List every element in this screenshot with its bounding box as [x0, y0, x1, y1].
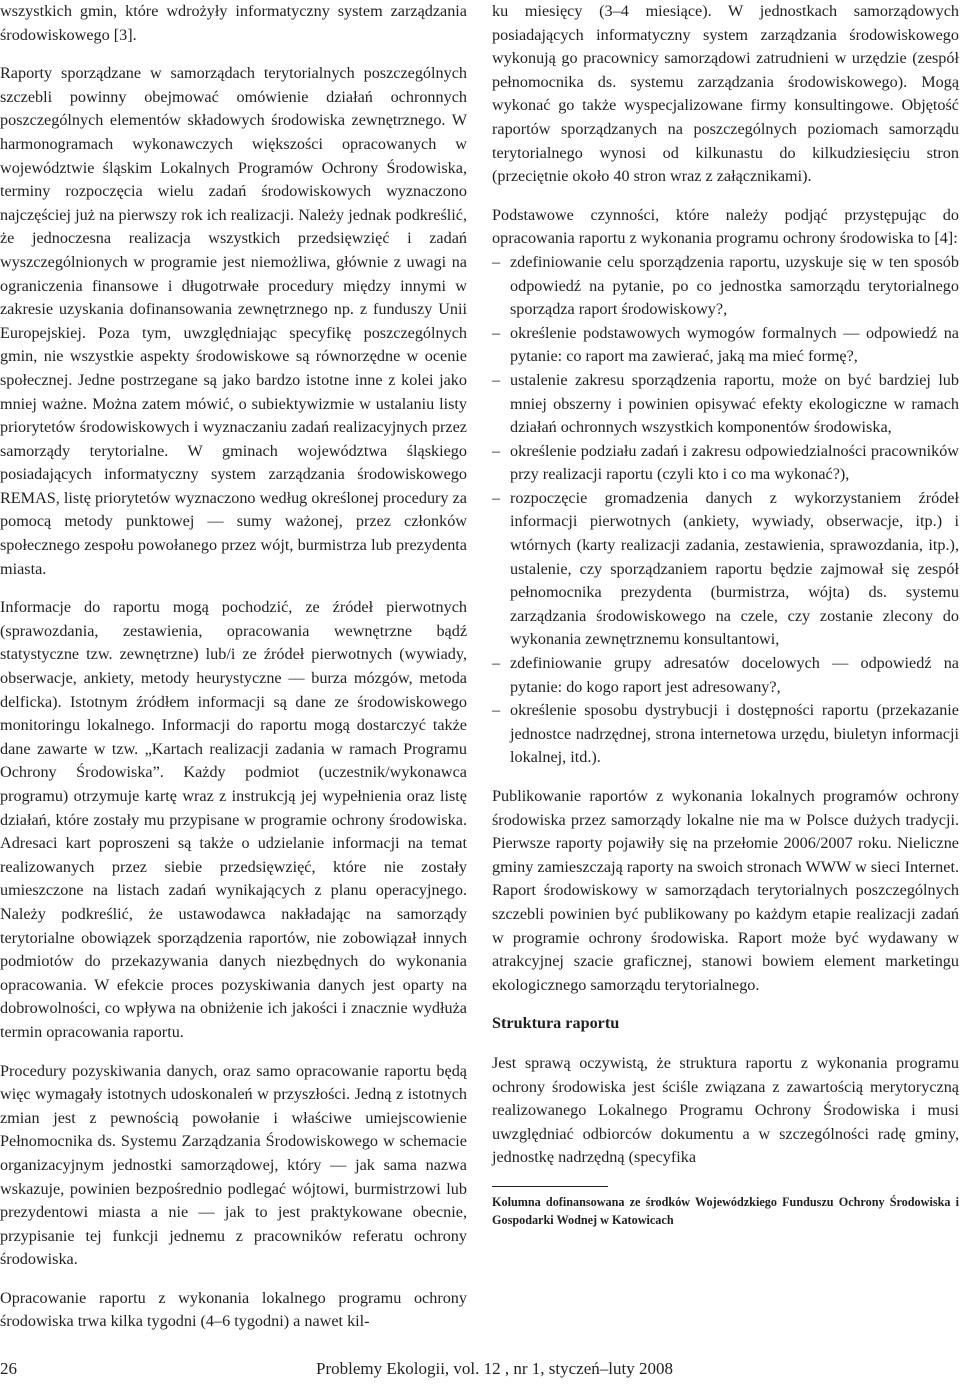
footnote: Kolumna dofinansowana ze środków Wojewódzkiego Funduszu Ochrony Środowiska i Gospodarki Wodnej w Katowicach: [492, 1194, 959, 1227]
paragraph-1: wszystkich gmin, które wdrożyły informatyczny system zarządzania środowiskowego [3].: [0, 2, 467, 44]
task-list: [492, 251, 959, 770]
footnote-divider: [492, 1186, 608, 1187]
paragraph-4: Procedury pozyskiwania danych, oraz samo opracowanie raportu będą więc wymagały istotnych udoskonaleń w przyszłości. Jedną z istotnych zmian jest z pewnością powołanie i właściwe umiejscowienie Pełnomocnika ds. Systemu Zarządzania Środowiskowego w schemacie organizacyjnym jednostki samorządowej, który — jak sama nazwa wskazuje, powinien bezpośrednio podlegać wójtowi, burmistrzowi lub prezydentowi miasta a nie — jak to jest praktykowane obecnie, przypisanie tej funkcji jednemu z pracowników referatu ochrony środowiska.: [0, 1061, 467, 1269]
paragraph-2: Raporty sporządzane w samorządach terytorialnych poszczególnych szczebli powinny obejmować omówienie działań ochronnych poszczególnych elementów składowych środowiska zewnętrznego. W harmonogramach wykonawczych większości opracowanych w województwie śląskim Lokalnych Programów Ochrony Środowiska, terminy rozpoczęcia wielu zadań środowiskowych wyznaczono najczęściej już na pierwszy rok ich realizacji. Należy jednak podkreślić, że jednoczesna realizacja wszystkich przedsięwzięć i zadań wyszczególnionych w programie jest niemożliwa, głównie z uwagi na ograniczenia finansowe i długotrwałe procedury między innymi w zakresie uzyskania dofinansowania zewnętrznego np. z funduszy Unii Europejskiej. Poza tym, uwzględniając specyfikę poszczególnych gmin, nie wszystkie aspekty środowiskowe są równorzędne w ocenie społecznej. Jedne postrzegane są jako bardzo istotne inne z kolei jako mniej ważne. Można zatem mówić, o subiektywizmie w ustalaniu listy priorytetów środowiskowych i wyznaczaniu zadań realizacyjnych przez samorządy terytorialne. W gminach województwa śląskiego posiadających informatyczny system zarządzania środowiskowego REMAS, listę priorytetów wyznaczono według określonej procedury za pomocą metody punktowej — sumy ważonej, przez członków społecznego zespołu powołanego przez wójt, burmistrza lub prezydenta miasta.: [0, 64, 467, 578]
list-item: – ustalenie zakresu sporządzenia raportu, może on być bardziej lub mniej obszerny i powinien opisywać efekty ekologiczne w ramach działań ochronnych wszystkich komponentów środowiska,: [492, 369, 959, 440]
list-item: – określenie sposobu dystrybucji i dostępności raportu (przekazanie jednostce nadrzędnej, strona internetowa urzędu, biuletyn informacji lokalnej, itd.).: [492, 699, 959, 770]
section-heading: Struktura raportu: [492, 1014, 620, 1033]
page-footer: [0, 1355, 960, 1383]
journal-reference: Problemy Ekologii, vol. 12 , nr 1, styczeń–luty 2008: [316, 1359, 673, 1378]
paragraph-5: Opracowanie raportu z wykonania lokalnego programu ochrony środowiska trwa kilka tygodni (4–6 tygodni) a nawet kil-: [0, 1288, 467, 1331]
paragraph-9: Jest sprawą oczywistą, że struktura raportu z wykonania programu ochrony środowiska jest ściśle związana z zawartością merytoryczną realizowanego Lokalnego Programu Ochrony Środowiska i musi uwzględniać odbiorców dokumentu a w szczególności radę gminy, jednostkę nadrzędną (specyfika: [492, 1053, 959, 1167]
list-item: – zdefiniowanie grupy adresatów docelowych — odpowiedź na pytanie: do kogo raport jest adresowany?,: [492, 652, 959, 699]
right-column: [492, 0, 959, 1244]
page-number: 26: [0, 1359, 17, 1378]
paragraph-3: Informacje do raportu mogą pochodzić, ze źródeł pierwotnych (sprawozdania, zestawienia, opracowania wewnętrzne bądź statystyczne tzw. zewnętrzne) lub/i ze źródeł pierwotnych (wywiady, obserwacje, ankiety, metody heurystyczne — burza mózgów, metoda delficka). Istotnym źródłem informacji są dane ze środowiskowego monitoringu lokalnego. Informacji do raportu mogą dostarczyć także dane zawarte w tzw. „Kartach realizacji zadania w ramach Programu Ochrony Środowiska”. Każdy podmiot (uczestnik/wykonawca programu) otrzymuje kartę wraz z instrukcją jej wypełnienia oraz listę działań, które zostały mu przypisane w programie ochrony środowiska. Adresaci kart poproszeni są także o udzielanie informacji na temat realizowanych przez siebie przedsięwzięć, które nie zostały umieszczone na listach zadań wynikających z planu operacyjnego. Należy podkreślić, że ustawodawca nakładając na samorządy terytorialne obowiązek sporządzenia raportów, nie zobowiązał innych podmiotów do przekazywania danych niezbędnych do wykonania opracowania. W efekcie proces pozyskiwania danych jest oparty na dobrowolności, co wpływa na obniżenie ich jakości i znacznie wydłuża termin opracowania raportu.: [0, 598, 467, 1041]
list-item: – określenie podstawowych wymogów formalnych — odpowiedź na pytanie: co raport ma zawierać, jaką ma mieć formę?,: [492, 322, 959, 369]
paragraph-7: Podstawowe czynności, które należy podjąć przystępując do opracowania raportu z wykonania programu ochrony środowiska to [4]:: [492, 205, 959, 248]
list-item: – zdefiniowanie celu sporządzenia raportu, uzyskuje się w ten sposób odpowiedź na pytanie, po co jednostka samorządu terytorialnego sporządza raport środowiskowy?,: [492, 251, 959, 322]
paragraph-8: Publikowanie raportów z wykonania lokalnych programów ochrony środowiska przez samorządy lokalne nie ma w Polsce dużych tradycji. Pierwsze raporty pojawiły się na przełomie 2006/2007 roku. Nieliczne gminy zamieszczają raporty na swoich stronach WWW w sieci Internet. Raport środowiskowy w samorządach terytorialnych poszczególnych szczebli powinien być publikowany po każdym etapie realizacji zadań w programie ochrony środowiska. Raport może być wydawany w atrakcyjnej szacie graficznej, stanowi bowiem element marketingu ekologicznego samorządu terytorialnego.: [492, 787, 959, 994]
list-item: – określenie podziału zadań i zakresu odpowiedzialności pracowników przy realizacji raportu (czyli kto i co ma wykonać?),: [492, 440, 959, 487]
left-column: [0, 0, 467, 1349]
list-item: – rozpoczęcie gromadzenia danych z wykorzystaniem źródeł informacji pierwotnych (ankiety, wywiady, obserwacje, itp.) i wtórnych (karty realizacji zadania, zestawienia, sprawozdania, itp.), ustalenie, czy sporządzaniem raportu będzie zajmował się zespół pełnomocnika prezydenta (burmistrza, wójta) ds. systemu zarządzania środowiskowego na czele, czy zostanie zlecony do wykonania zewnętrznemu konsultantowi,: [492, 487, 959, 652]
paragraph-6: ku miesięcy (3–4 miesiące). W jednostkach samorządowych posiadających informatyczny system zarządzania środowiskowego wykonują go pracownicy samorządowi zatrudnieni w urzędzie (zespół pełnomocnika ds. systemu zarządzania środowiskowego). Mogą wykonać go także wyspecjalizowane firmy konsultingowe. Objętość raportów sporządzanych na poszczególnych poziomach samorządu terytorialnego wynosi od kilkunastu do kilkudziesięciu stron (przeciętnie około 40 stron wraz z załącznikami).: [492, 2, 959, 186]
